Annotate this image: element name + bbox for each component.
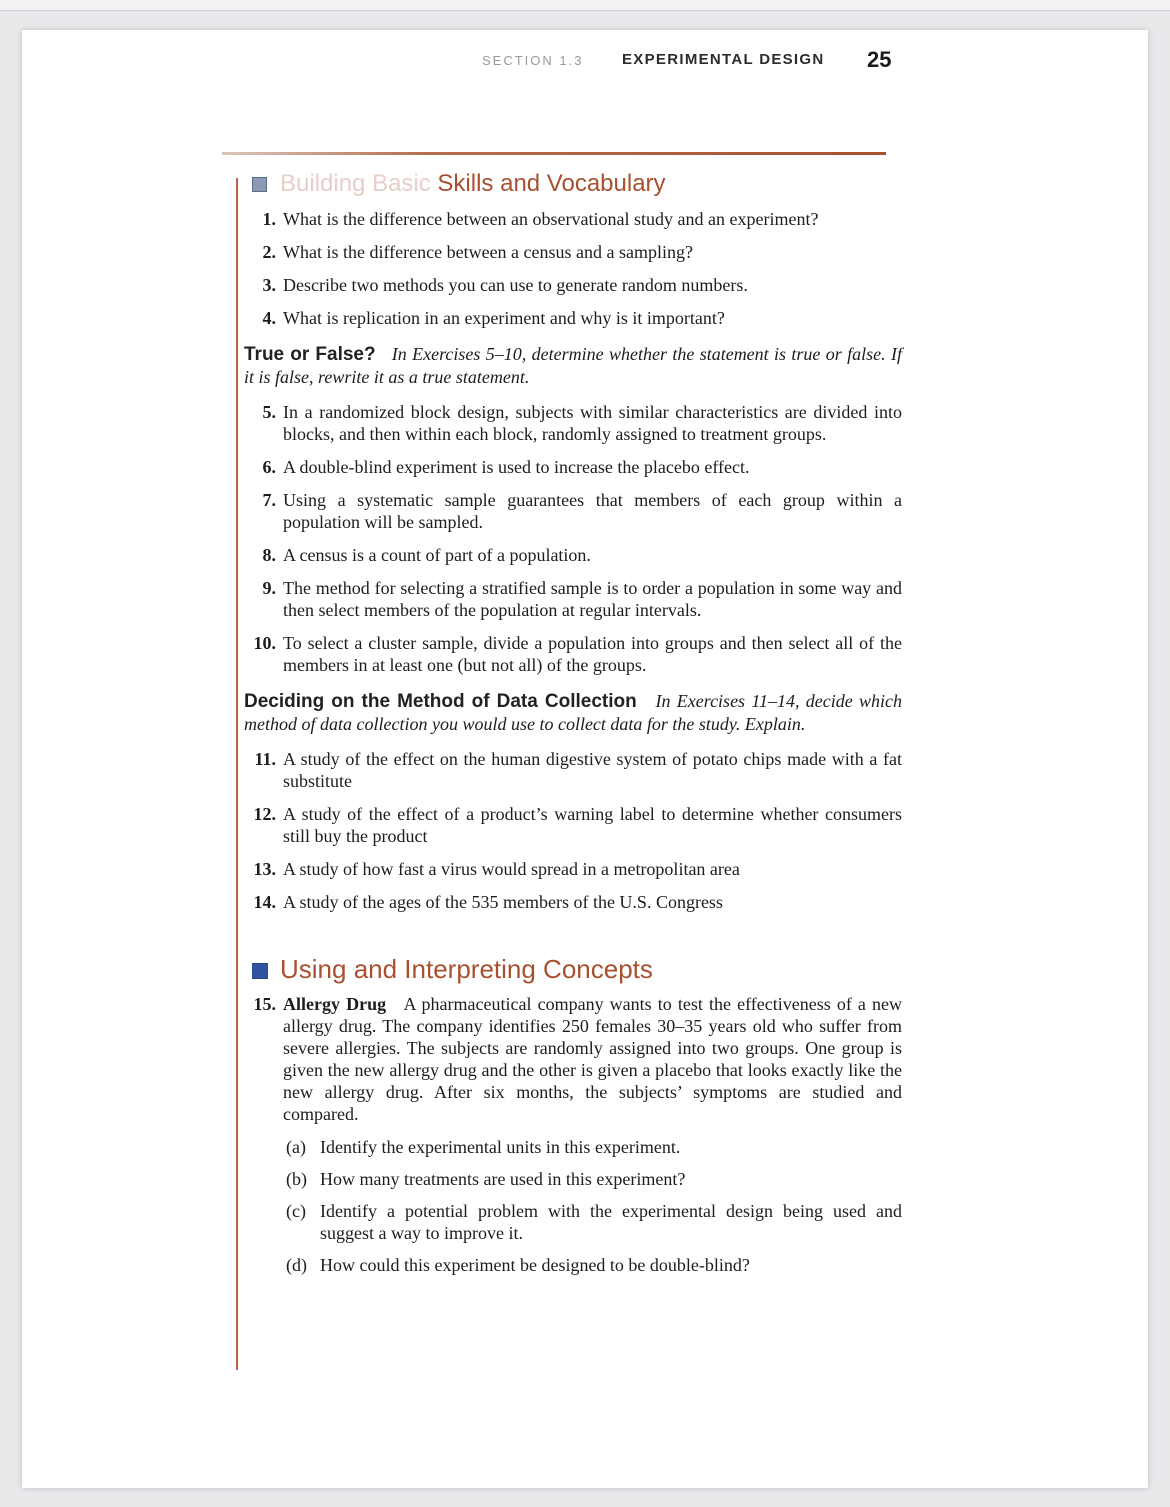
exercise-5 [250,401,902,445]
exercise-number: 6. [262,457,276,477]
exercise-number: 15. [253,994,276,1014]
section-heading-basic-skills [250,168,902,200]
exercise-text: A study of the effect on the human digestive system of potato chips made with a fat substitute [283,749,902,791]
part-label: (a) [286,1137,306,1157]
section-square-icon [252,177,267,192]
exercise-4 [250,307,902,329]
exercise-6 [250,456,902,478]
exercise-text: A study of the effect of a product’s warning label to determine whether consumers still buy the product [283,804,902,846]
true-false-lead: True or False? [244,344,376,365]
exercise-text: Describe two methods you can use to generate random numbers. [283,275,748,295]
page-number: 25 [867,47,892,72]
data-collection-instruction-text: In Exercises 11–14, decide which method of data collection you would use to collect data for the study. Explain. [244,691,902,734]
part-label: (c) [286,1201,306,1221]
exercise-title: Allergy Drug [283,994,387,1014]
part-label: (d) [286,1255,307,1275]
exercise-number: 7. [262,490,276,510]
exercise-text: What is the difference between a census and a sampling? [283,242,694,262]
document-page [22,30,1148,1488]
exercise-number: 8. [262,545,276,565]
running-head-section: SECTION 1.3 [482,53,584,68]
exercise-3 [250,274,902,296]
part-label: (b) [286,1169,307,1189]
exercise-1 [250,208,902,230]
part-text: How many treatments are used in this experiment? [320,1169,686,1189]
exercise-8 [250,544,902,566]
exercise-15 [250,993,902,1125]
section-square-icon [252,963,268,979]
exercise-number: 1. [262,209,276,229]
exercise-10 [250,632,902,676]
section-heading-concepts [250,953,902,985]
part-text: Identify the experimental units in this experiment. [320,1137,681,1157]
exercise-13 [250,858,902,880]
exercise-text: A pharmaceutical company wants to test the effectiveness of a new allergy drug. The company identifies 250 females 30–35 years old who suffer from severe allergies. The subjects are randomly assigned into two groups. One group is given the new allergy drug and the other is given a placebo that looks exactly like the new allergy drug. After six months, the subjects’ symptoms are studied and compared. [283,994,903,1124]
exercise-text: A double-blind experiment is used to increase the placebo effect. [283,457,750,477]
exercise-9 [250,577,902,621]
exercise-number: 11. [254,749,276,769]
running-head [482,48,892,74]
part-text: Identify a potential problem with the experimental design being used and suggest a way to improve it. [320,1201,902,1243]
exercise-number: 2. [262,242,276,262]
exercise-15-part-a [286,1136,902,1158]
exercise-number: 3. [262,275,276,295]
running-head-title: EXPERIMENTAL DESIGN [622,51,825,68]
exercise-14 [250,891,902,913]
data-collection-instructions [244,690,902,735]
exercise-number: 12. [253,804,276,824]
true-false-instructions [244,343,902,388]
exercise-text: A study of the ages of the 535 members of the U.S. Congress [283,892,723,912]
section-heading-text: Using and Interpreting Concepts [280,954,653,984]
exercise-text: What is the difference between an observational study and an experiment? [283,209,819,229]
exercise-text: A census is a count of part of a population. [283,545,591,565]
exercise-11 [250,748,902,792]
exercise-12 [250,803,902,847]
true-false-instruction-text: In Exercises 5–10, determine whether the statement is true or false. If it is false, rewrite it as a true statement. [244,344,903,387]
exercise-text: The method for selecting a stratified sample is to order a population in some way and then select members of the population at regular intervals. [283,578,902,620]
viewer-top-bar [0,0,1170,11]
exercise-number: 13. [253,859,276,879]
exercise-text: To select a cluster sample, divide a population into groups and then select all of the members in at least one (but not all) of the groups. [283,633,902,675]
top-rule [222,152,886,155]
exercise-text: What is replication in an experiment and why is it important? [283,308,725,328]
exercise-7 [250,489,902,533]
exercise-number: 14. [253,892,276,912]
section-heading-text: Skills and Vocabulary [437,170,666,197]
exercise-15-part-d [286,1254,902,1276]
exercise-number: 9. [262,578,276,598]
exercise-content [244,168,903,1286]
exercise-15-part-c [286,1200,902,1244]
margin-bar [236,178,238,1370]
exercise-text: Using a systematic sample guarantees that members of each group within a population will be sampled. [283,490,902,532]
exercise-number: 5. [262,402,276,422]
exercise-number: 10. [253,633,276,653]
exercise-text: In a randomized block design, subjects with similar characteristics are divided into blocks, and then within each block, randomly assigned to treatment groups. [283,402,902,444]
section-heading-faded-text: Building Basic [280,170,438,197]
exercise-15-part-b [286,1168,902,1190]
data-collection-lead: Deciding on the Method of Data Collection [244,691,637,712]
part-text: How could this experiment be designed to be double-blind? [320,1255,750,1275]
exercise-2 [250,241,902,263]
exercise-text: A study of how fast a virus would spread in a metropolitan area [283,859,740,879]
exercise-number: 4. [262,308,276,328]
